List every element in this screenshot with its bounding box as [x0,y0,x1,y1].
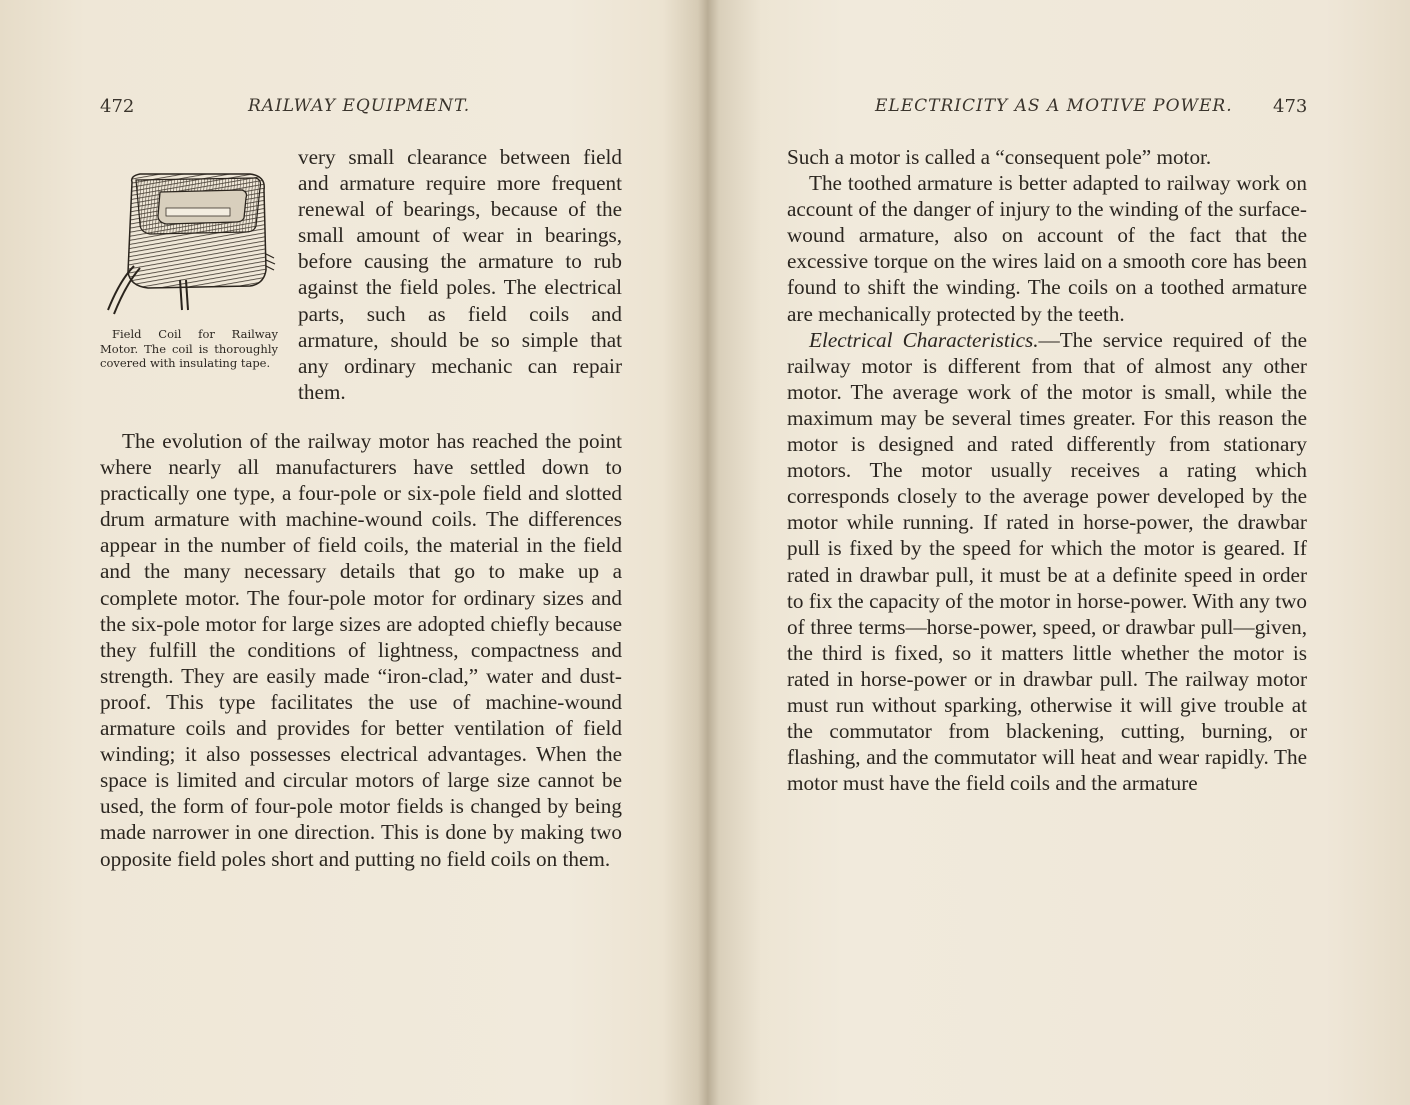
running-head-left: RAILWAY EQUIPMENT. [248,96,471,116]
figure-caption [100,327,278,371]
right-page [705,0,1410,1105]
paragraph: The toothed armature is better adapted to railway work on account of the danger of injury to the winding of the surface-wound armature, also on account of the fact that the excessive torque on the wires laid on a smooth core has been found to shift the winding. The coils on a toothed armature are mechanically protected by the teeth. [787,171,1307,326]
page-number-right: 473 [1273,96,1308,117]
section-heading: Electrical Characteristics. [809,327,1039,352]
paragraph-continued: very small clearance between field and armature require more frequent renewal of bearings, because of the small amount of wear in bearings, before causing the armature to rub against the field poles. The electrical parts, such as field coils and armature, should be so simple that any ordinary mechanic can repair them. [298,145,622,404]
wrap-paragraph [298,144,622,405]
page-number-left: 472 [100,96,135,117]
caption-text: Field Coil for Railway Motor. The coil is thoroughly covered with insulating tape. [100,327,278,370]
paragraph-electrical-characteristics [787,327,1307,797]
running-head-right: ELECTRICITY AS A MOTIVE POWER. [875,96,1233,116]
left-body-text [100,428,622,872]
field-coil-icon [100,168,280,318]
paragraph: The evolution of the railway motor has reached the point where nearly all manufacturers have settled down to practically one type, a four-pole or six-pole field and slotted drum armature with machine-wound coils. The differences appear in the number of field coils, the material in the field and the many necessary details that go to make up a complete motor. The four-pole motor for ordinary sizes and the six-pole motor for large sizes are adopted chiefly because they fulfill the conditions of lightness, compactness and strength. They are easily made “iron-clad,” water and dust-proof. This type facilitates the use of machine-wound armature coils and provides for better ventilation of field winding; it also possesses electrical advantages. When the space is limited and circular motors of large size cannot be used, the form of four-pole motor fields is changed by being made narrower in one direction. This is done by making two opposite field poles short and putting no field coils on them. [100,429,622,871]
right-body-text [787,144,1307,796]
field-coil-illustration [100,168,280,318]
section-body: —The service required of the railway motor is different from that of almost any other motor. The average work of the motor is small, while the maximum may be several times greater. For this reason the motor is designed and rated differently from stationary motors. The motor usually receives a rating which corresponds closely to the average power developed by the motor while running. If rated in horse-power, the drawbar pull is fixed by the speed for which the motor is geared. If rated in drawbar pull, it must be at a definite speed in order to fix the capacity of the motor in horse-power. With any two of three terms—horse-power, speed, or drawbar pull—given, the third is fixed, so it matters little whether the motor is rated in horse-power or in drawbar pull. The railway motor must run without sparking, otherwise it will give trouble at the commutator from blackening, cutting, burning, or flashing, and the commutator will heat and wear rapidly. The motor must have the field coils and the armature [787,327,1307,796]
paragraph: Such a motor is called a “consequent pole” motor. [787,145,1212,169]
